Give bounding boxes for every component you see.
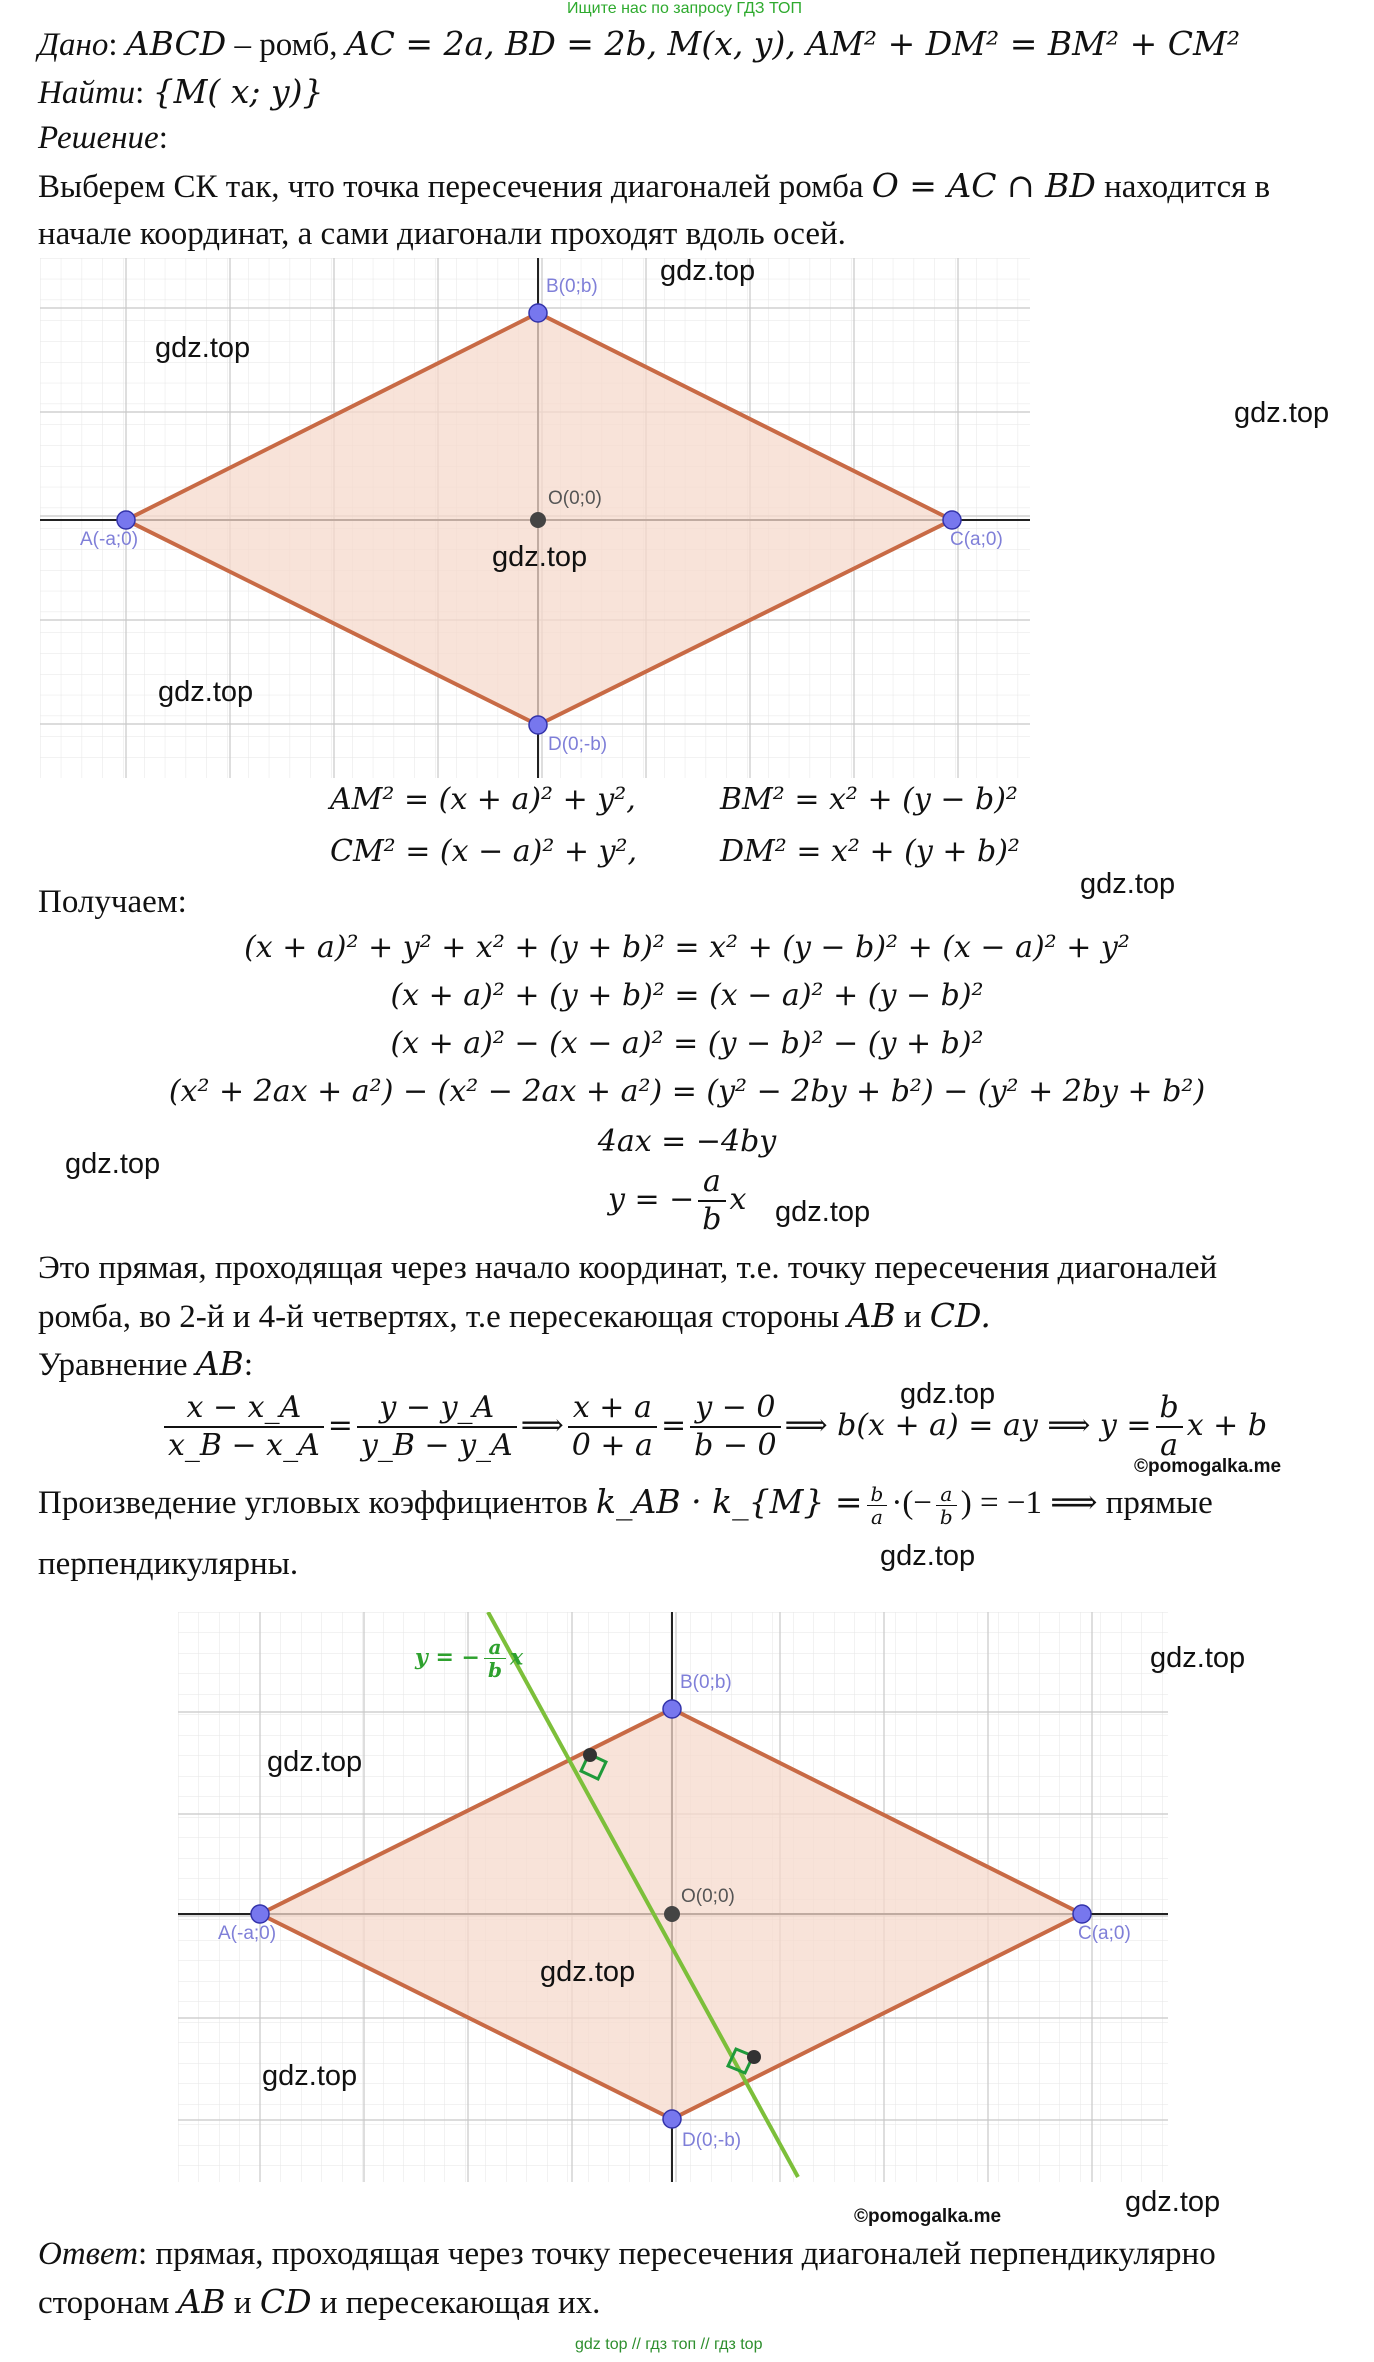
- derivation-line-5: 4ax = −4by: [597, 1124, 777, 1159]
- label-a: A(-a;0): [80, 529, 139, 550]
- intro-line-1-post: находится в: [1104, 169, 1271, 205]
- point-b-2: [663, 1700, 681, 1718]
- point-c-2: [1073, 1905, 1091, 1923]
- ab-f2-num: y − y_A: [357, 1390, 517, 1428]
- answer-ab: AB: [177, 2282, 226, 2321]
- ab-eq-label-text: Уравнение: [38, 1347, 188, 1383]
- find-text: {M( x; y)}: [152, 72, 324, 111]
- ab-f1-num: x − x_A: [164, 1390, 324, 1428]
- intro-line-2: начале координат, а сами диагонали проходят вдоль осей.: [38, 216, 846, 252]
- point-o-2: [664, 1906, 680, 1922]
- ab-eq1: =: [327, 1408, 353, 1443]
- obtain-label: Получаем:: [38, 884, 187, 920]
- answer-line-2: [38, 2280, 600, 2325]
- label-b: B(0;b): [546, 276, 598, 297]
- eq-am: AM² = (x + a)² + y²,: [330, 782, 636, 817]
- label-a-2: A(-a;0): [218, 1923, 277, 1944]
- result-equation: [608, 1164, 746, 1238]
- answer-line-1-text: : прямая, проходящая через точку пересечения диагоналей перпендикулярно: [138, 2236, 1216, 2272]
- watermark: gdz.top: [900, 1378, 996, 1410]
- answer-line-1: [38, 2232, 1216, 2276]
- solution-line: Решение:: [38, 120, 168, 156]
- line-desc-ab: AB: [847, 1296, 896, 1335]
- product-f2-den: b: [939, 1504, 953, 1529]
- result-lhs: y = −: [608, 1182, 695, 1217]
- watermark: gdz.top: [1125, 2186, 1221, 2218]
- graph2-line-rhs: x: [509, 1644, 524, 1671]
- given-conditions: AC = 2a, BD = 2b, M(x, y), AM² + DM² = BM² + CM²: [345, 24, 1241, 63]
- result-den: b: [702, 1202, 722, 1237]
- point-d-2: [663, 2110, 681, 2128]
- watermark: gdz.top: [880, 1540, 976, 1572]
- product-post: прямые: [1105, 1485, 1213, 1521]
- ab-equation: [160, 1390, 1267, 1464]
- line-desc-2-pre: ромба, во 2-й и 4-й четвертях, т.е пересекающая стороны: [38, 1299, 840, 1335]
- ab-f2-den: y_B − y_A: [360, 1428, 513, 1463]
- label-o-2: O(0;0): [681, 1886, 735, 1907]
- product-line: [38, 1480, 1213, 1528]
- product-line-2: перпендикулярны.: [38, 1546, 299, 1582]
- point-intersection-cd: [747, 2050, 761, 2064]
- answer-and: и: [233, 2285, 252, 2321]
- point-c: [943, 511, 961, 529]
- result-rhs: x: [729, 1182, 747, 1217]
- solution-label: Решение: [38, 120, 159, 156]
- ab-f5-den: a: [1160, 1428, 1179, 1463]
- eq-dm: DM² = x² + (y + b)²: [720, 834, 1020, 869]
- line-desc-cd: CD.: [929, 1296, 991, 1335]
- product-math: k_AB · k_{M} =: [596, 1482, 863, 1521]
- intro-line-1-math: O = AC ∩ BD: [871, 166, 1096, 205]
- footer-note: gdz top // гдз топ // гдз top: [575, 2336, 763, 2353]
- ab-f1-den: x_B − x_A: [168, 1428, 320, 1463]
- ab-arrow1: ⟹: [520, 1408, 564, 1443]
- result-num: a: [698, 1164, 725, 1202]
- watermark: gdz.top: [65, 1148, 161, 1180]
- point-a-2: [251, 1905, 269, 1923]
- point-intersection-ab: [583, 1748, 597, 1762]
- watermark: gdz.top: [262, 2060, 358, 2092]
- label-d-2: D(0;-b): [682, 2130, 742, 2151]
- product-f1-den: a: [870, 1504, 883, 1529]
- watermark: gdz.top: [492, 541, 588, 573]
- line-desc-1: Это прямая, проходящая через начало координат, т.е. точку пересечения диагоналей: [38, 1250, 1218, 1286]
- watermark: gdz.top: [1080, 868, 1176, 900]
- watermark: gdz.top: [1234, 397, 1330, 429]
- given-dash-word: – ромб,: [234, 27, 338, 63]
- intro-line-1: [38, 164, 1270, 209]
- point-d: [529, 716, 547, 734]
- watermark: gdz.top: [155, 332, 251, 364]
- watermark: gdz.top: [775, 1196, 871, 1228]
- point-a: [117, 511, 135, 529]
- derivation-line-2: (x + a)² + (y + b)² = (x − a)² + (y − b)²: [390, 978, 984, 1013]
- copyright-2: ©pomogalka.me: [854, 2206, 1002, 2227]
- product-close: ) = −1 ⟹: [960, 1485, 1098, 1521]
- answer-label: Ответ: [38, 2236, 139, 2272]
- intro-line-1-pre: Выберем СК так, что точка пересечения диагоналей ромба: [38, 169, 864, 205]
- product-f2-num: a: [936, 1483, 957, 1506]
- point-b: [529, 304, 547, 322]
- label-c-2: C(a;0): [1078, 1923, 1131, 1944]
- given-line: Дано: ABCD – ромб, AC = 2a, BD = 2b, M(x, y), AM² + DM² = BM² + CM²: [38, 24, 1241, 63]
- graph2-line-num: a: [484, 1636, 506, 1659]
- label-d: D(0;-b): [548, 734, 608, 755]
- ab-eq-label: [38, 1342, 253, 1387]
- ab-f3-den: 0 + a: [571, 1428, 653, 1463]
- copyright-1: ©pomogalka.me: [1134, 1456, 1282, 1477]
- answer-cd: CD: [259, 2282, 312, 2321]
- label-c: C(a;0): [950, 529, 1003, 550]
- header-note: Ищите нас по запросу ГДЗ ТОП: [567, 0, 802, 17]
- graph2-line-den: b: [487, 1658, 502, 1682]
- ab-f3-num: x + a: [568, 1390, 657, 1428]
- label-b-2: B(0;b): [680, 1672, 732, 1693]
- watermark: gdz.top: [1150, 1642, 1246, 1674]
- ab-eq-label-math: AB: [195, 1344, 244, 1383]
- eq-bm: BM² = x² + (y − b)²: [720, 782, 1018, 817]
- eq-cm: CM² = (x − a)² + y²,: [330, 834, 638, 869]
- graph2-line-label: [415, 1636, 523, 1681]
- find-line: Найти: {M( x; y)}: [38, 72, 324, 111]
- ab-eq-colon: :: [243, 1347, 253, 1383]
- given-figure: ABCD: [125, 24, 227, 63]
- rhombus-graph-2: [178, 1612, 1168, 2182]
- product-f1-num: b: [867, 1483, 888, 1506]
- product-open: (−: [902, 1485, 932, 1521]
- watermark: gdz.top: [540, 1956, 636, 1988]
- ab-f4-den: b − 0: [694, 1428, 777, 1463]
- ab-tail: x + b: [1186, 1408, 1268, 1443]
- watermark: gdz.top: [660, 255, 756, 287]
- derivation-line-1: (x + a)² + y² + x² + (y + b)² = x² + (y − b)² + (x − a)² + y²: [244, 930, 1130, 965]
- derivation-line-4: (x² + 2ax + a²) − (x² − 2ax + a²) = (y² − 2by + b²) − (y² + 2by + b²): [168, 1074, 1206, 1109]
- graph2-line-lhs: y = −: [415, 1644, 480, 1671]
- derivation-line-3: (x + a)² − (x − a)² = (y − b)² − (y + b)²: [390, 1026, 984, 1061]
- label-o: O(0;0): [548, 488, 602, 509]
- ab-f5-num: b: [1156, 1390, 1183, 1428]
- line-desc-2: [38, 1294, 991, 1339]
- given-label: Дано: [38, 27, 109, 63]
- ab-f4-num: y − 0: [690, 1390, 781, 1428]
- point-o: [530, 512, 546, 528]
- find-label: Найти: [38, 75, 136, 111]
- answer-line-2-post: и пересекающая их.: [319, 2285, 601, 2321]
- watermark: gdz.top: [158, 676, 254, 708]
- ab-eq2: =: [660, 1408, 687, 1443]
- answer-line-2-pre: сторонам: [38, 2285, 170, 2321]
- watermark: gdz.top: [267, 1746, 363, 1778]
- product-pre: Произведение угловых коэффициентов: [38, 1485, 588, 1521]
- ab-mid: ⟹ b(x + a) = ay ⟹ y =: [784, 1408, 1152, 1443]
- product-dot: ·: [891, 1485, 903, 1521]
- line-desc-and: и: [903, 1299, 922, 1335]
